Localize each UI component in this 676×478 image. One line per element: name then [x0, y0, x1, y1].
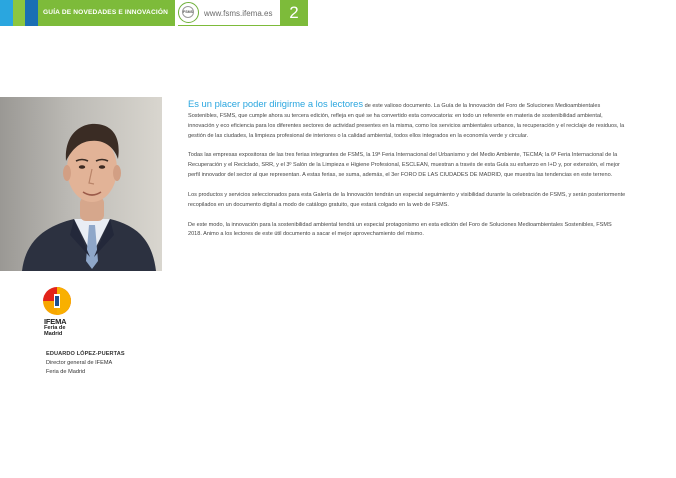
- signature-name: EDUARDO LÓPEZ-PUERTAS: [46, 351, 125, 357]
- portrait-illustration: [0, 97, 162, 271]
- fsms-logo-icon: [178, 2, 199, 23]
- section-title: GUÍA DE NOVEDADES E INNOVACIÓN: [43, 9, 169, 16]
- paragraph-3: Los productos y servicios seleccionados para esta Galería de la Innovación tendrán un especial seguimiento y visibilidad durante la celebración de FSMS, y serán posteriormente recopilados en un documento digital a modo de catálogo gratuito, que estará colgado en la web de FSMS.: [188, 191, 626, 208]
- signature-role: Director general de IFEMA: [46, 359, 113, 366]
- paragraph-4: De este modo, la innovación para la sostenibilidad ambiental tendrá un especial protagonismo en esta edición del Foro de Soluciones Medioambientales Sostenibles, FSMS 2018. Animo a los lectores de este útil documento a sacar el mejor aprovechamiento del mismo.: [188, 221, 612, 238]
- signature-block: [46, 350, 176, 376]
- paragraph-2: Todas las empresas expositoras de las tres ferias integrantes de FSMS, la 19ª Feria Internacional del Urbanismo y del Medio Ambiente, TECMA; la 6ª Feria Internacional de la Recuperación y el Reciclado, SRR, y el 3º Salón de la Limpieza e Higiene Profesional, ESCLEAN, muestran a través de esta Guía su esfuerzo en I+D y, por extensión, el mejor perfil innovador del sector al que representan. A estas ferias, se suma, además, el 3er FORO DE LAS CIUDADES DE MADRID, que muestra las tendencias en este terreno.: [188, 152, 620, 179]
- fsms-logo-text: FSMS: [183, 10, 193, 14]
- lead-sentence: Es un placer poder dirigirme a los lectores: [188, 98, 364, 109]
- paragraph-1-text: de este valioso documento. La Guía de la Innovación del Foro de Soluciones Medioambientales Sostenibles, FSMS, que cumple ahora su tercera edición, refleja en qué se ha convertido esta convocatoria: en todo un referente en materia de sostenibilidad ambiental, innovación y eco eficiencia para los diferentes sectores de actividad presentes en la misma, como los servicios ambientales urbanos, la recuperación y el reciclaje de residuos, la gestión de las ciudades, la limpieza profesional de interiores o la calidad ambiental, todos ellos integrados en la economía verde y circular.: [188, 103, 625, 139]
- ifema-logo: [42, 287, 82, 337]
- ifema-logo-subtitle: Feria de Madrid: [44, 325, 66, 337]
- ifema-logo-word: IFEMA: [44, 317, 67, 326]
- header-underline: [178, 25, 280, 26]
- letter-body: [188, 99, 626, 250]
- ifema-logo-bar-inner: [55, 296, 59, 306]
- header-color-block-blue: [0, 0, 13, 26]
- website-url[interactable]: www.fsms.ifema.es: [204, 9, 273, 18]
- portrait-ear-left: [63, 165, 71, 181]
- header-color-block-dark-blue: [25, 0, 38, 26]
- paragraph-1: [188, 99, 626, 142]
- portrait-eye-left: [79, 165, 85, 169]
- page-number: 2: [280, 0, 308, 26]
- portrait-photo: [0, 97, 162, 271]
- page-header: [0, 0, 308, 26]
- portrait-ear-right: [113, 165, 121, 181]
- portrait-eye-right: [99, 165, 105, 169]
- signature-org: Feria de Madrid: [46, 368, 86, 375]
- header-color-block-green: [13, 0, 25, 26]
- ifema-logo-icon: [43, 287, 71, 315]
